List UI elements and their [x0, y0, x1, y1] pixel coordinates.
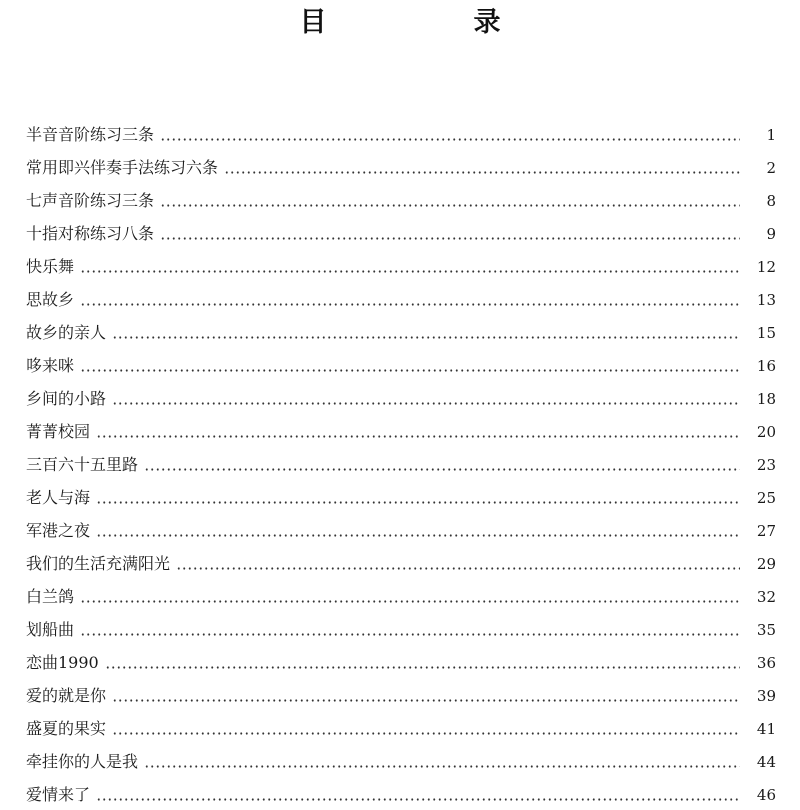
toc-entry[interactable] [26, 249, 776, 282]
toc-entry-page-number: 46 [756, 786, 776, 804]
toc-entry-title: 思故乡 [26, 290, 75, 309]
dot-leader [144, 765, 740, 768]
toc-entry-title: 划船曲 [26, 620, 75, 639]
toc-entry-title: 恋曲1990 [26, 653, 99, 672]
table-of-contents [26, 117, 776, 810]
toc-entry-title: 爱情来了 [26, 785, 91, 804]
toc-entry-page-number: 1 [766, 126, 776, 144]
dot-leader [80, 270, 740, 273]
toc-entry-title: 三百六十五里路 [26, 455, 139, 474]
toc-entry-title: 白兰鸽 [26, 587, 75, 606]
toc-entry-page-number: 12 [756, 258, 776, 276]
dot-leader [160, 204, 740, 207]
dot-leader [80, 600, 740, 603]
toc-entry-page-number: 8 [766, 192, 776, 210]
dot-leader [112, 402, 740, 405]
toc-entry-page-number: 36 [756, 654, 776, 672]
toc-entry-page-number: 20 [756, 423, 776, 441]
toc-entry[interactable] [26, 579, 776, 612]
toc-entry-page-number: 9 [766, 225, 776, 243]
toc-entry-page-number: 27 [756, 522, 776, 540]
toc-entry-title: 七声音阶练习三条 [26, 191, 155, 210]
toc-entry-title: 军港之夜 [26, 521, 91, 540]
toc-entry-page-number: 39 [756, 687, 776, 705]
toc-entry[interactable] [26, 348, 776, 381]
toc-entry-page-number: 15 [756, 324, 776, 342]
toc-entry-title: 常用即兴伴奏手法练习六条 [26, 158, 219, 177]
toc-entry[interactable] [26, 678, 776, 711]
dot-leader [96, 501, 740, 504]
toc-entry-page-number: 2 [766, 159, 776, 177]
toc-entry-title: 爱的就是你 [26, 686, 107, 705]
dot-leader [112, 699, 740, 702]
toc-entry[interactable] [26, 777, 776, 810]
dot-leader [80, 369, 740, 372]
toc-entry[interactable] [26, 447, 776, 480]
toc-entry-page-number: 25 [756, 489, 776, 507]
toc-entry-title: 菁菁校园 [26, 422, 91, 441]
toc-entry-title: 盛夏的果实 [26, 719, 107, 738]
toc-entry[interactable] [26, 282, 776, 315]
toc-entry[interactable] [26, 150, 776, 183]
dot-leader [80, 303, 740, 306]
toc-entry[interactable] [26, 645, 776, 678]
dot-leader [176, 567, 740, 570]
toc-entry-title: 快乐舞 [26, 257, 75, 276]
toc-entry[interactable] [26, 480, 776, 513]
toc-entry-page-number: 18 [756, 390, 776, 408]
toc-entry-title: 牵挂你的人是我 [26, 752, 139, 771]
toc-entry-title: 哆来咪 [26, 356, 75, 375]
toc-entry[interactable] [26, 381, 776, 414]
toc-entry-title: 老人与海 [26, 488, 91, 507]
dot-leader [96, 534, 740, 537]
toc-entry[interactable] [26, 183, 776, 216]
toc-entry-title: 乡间的小路 [26, 389, 107, 408]
toc-entry[interactable] [26, 414, 776, 447]
toc-entry-title: 故乡的亲人 [26, 323, 107, 342]
toc-entry[interactable] [26, 513, 776, 546]
dot-leader [112, 732, 740, 735]
toc-entry-title: 半音音阶练习三条 [26, 125, 155, 144]
toc-entry-page-number: 16 [756, 357, 776, 375]
dot-leader [160, 237, 740, 240]
toc-entry[interactable] [26, 612, 776, 645]
dot-leader [96, 435, 740, 438]
toc-entry-page-number: 13 [756, 291, 776, 309]
toc-entry[interactable] [26, 546, 776, 579]
toc-entry-page-number: 44 [756, 753, 776, 771]
toc-entry[interactable] [26, 216, 776, 249]
toc-entry-page-number: 23 [756, 456, 776, 474]
dot-leader [105, 666, 740, 669]
dot-leader [112, 336, 740, 339]
toc-entry-page-number: 29 [756, 555, 776, 573]
toc-entry-page-number: 41 [756, 720, 776, 738]
toc-entry-title: 我们的生活充满阳光 [26, 554, 171, 573]
toc-entry[interactable] [26, 315, 776, 348]
dot-leader [144, 468, 740, 471]
toc-entry-page-number: 35 [756, 621, 776, 639]
dot-leader [80, 633, 740, 636]
dot-leader [160, 138, 740, 141]
toc-entry[interactable] [26, 117, 776, 150]
toc-entry[interactable] [26, 711, 776, 744]
toc-entry[interactable] [26, 744, 776, 777]
page-title: 目 录 [299, 7, 561, 38]
toc-entry-page-number: 32 [756, 588, 776, 606]
dot-leader [224, 171, 740, 174]
toc-entry-title: 十指对称练习八条 [26, 224, 155, 243]
